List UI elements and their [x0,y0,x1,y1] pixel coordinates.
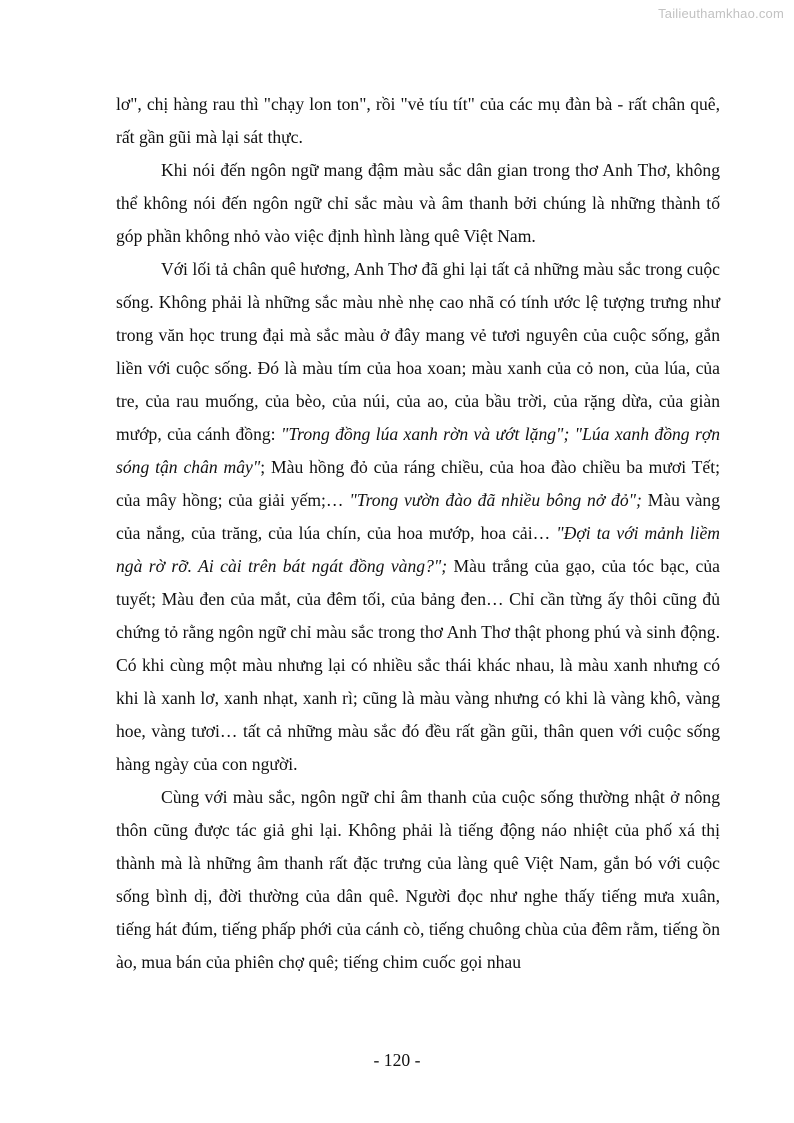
paragraph-3 [116,253,720,781]
paragraph-1: lơ", chị hàng rau thì "chạy lon ton", rồi "vẻ tíu tít" của các mụ đàn bà - rất chân quê, rất gần gũi mà lại sát thực. [116,94,720,147]
page-body [116,88,720,979]
paragraph-4: Cùng với màu sắc, ngôn ngữ chỉ âm thanh của cuộc sống thường nhật ở nông thôn cũng được tác giả ghi lại. Không phải là tiếng động náo nhiệt của phố xá thị thành mà là những âm thanh rất đặc trưng của làng quê Việt Nam, gắn bó với cuộc sống bình dị, đời thường của dân quê. Người đọc như nghe thấy tiếng mưa xuân, tiếng hát đúm, tiếng phấp phới của cánh cò, tiếng chuông chùa của đêm rằm, tiếng ồn ào, mua bán của phiên chợ quê; tiếng chim cuốc gọi nhau [116,787,720,972]
page-number: - 120 - [373,1050,421,1070]
poem-quote-3: "Đợi ta với mảnh liềm ngà rờ rỡ. Ai cài trên bát ngát đồng vàng?"; [116,523,720,576]
paragraph-2: Khi nói đến ngôn ngữ mang đậm màu sắc dân gian trong thơ Anh Thơ, không thể không nói đến ngôn ngữ chỉ sắc màu và âm thanh bởi chúng là những thành tố góp phần không nhỏ vào việc định hình làng quê Việt Nam. [116,160,720,246]
paragraph-3-text-4: Màu trắng của gạo, của tóc bạc, của tuyết; Màu đen của mắt, của đêm tối, của bảng đen… Chỉ cần từng ấy thôi cũng đủ chứng tỏ rằng ngôn ngữ chỉ màu sắc trong thơ Anh Thơ thật phong phú và sinh động. Có khi cùng một màu nhưng lại có nhiều sắc thái khác nhau, là màu xanh nhưng có khi là xanh lơ, xanh nhạt, xanh rì; cũng là màu vàng nhưng có khi là vàng khô, vàng hoe, vàng tươi… tất cả những màu sắc đó đều rất gần gũi, thân quen với cuộc sống hàng ngày của con người. [116,556,720,774]
paragraph-3-text-3: Màu vàng của nắng, của trăng, của lúa chín, của hoa mướp, hoa cải… [116,490,721,543]
paragraph-3-text-2: ; Màu hồng đỏ của ráng chiều, của hoa đào chiều ba mươi Tết; của mây hồng; của giải yếm;… [116,457,720,510]
paragraph-3-text-1: Với lối tả chân quê hương, Anh Thơ đã ghi lại tất cả những màu sắc trong cuộc sống. Không phải là những sắc màu nhè nhẹ cao nhã có tính ước lệ tượng trưng như trong văn học trung đại mà sắc màu ở đây mang vẻ tươi nguyên của cuộc sống, gắn liền với cuộc sống. Đó là màu tím của hoa xoan; màu xanh của cỏ non, của lúa, của tre, của rau muống, của bèo, của núi, của ao, của bầu trời, của rặng dừa, của giàn mướp, của cánh đồng: [116,259,720,444]
watermark: Tailieuthamkhao.com [658,6,784,21]
poem-quote-1: "Trong đồng lúa xanh rờn và ướt lặng"; "Lúa xanh đồng rợn sóng tận chân mây" [116,424,721,477]
poem-quote-2: "Trong vườn đào đã nhiều bông nở đỏ"; [349,490,642,510]
